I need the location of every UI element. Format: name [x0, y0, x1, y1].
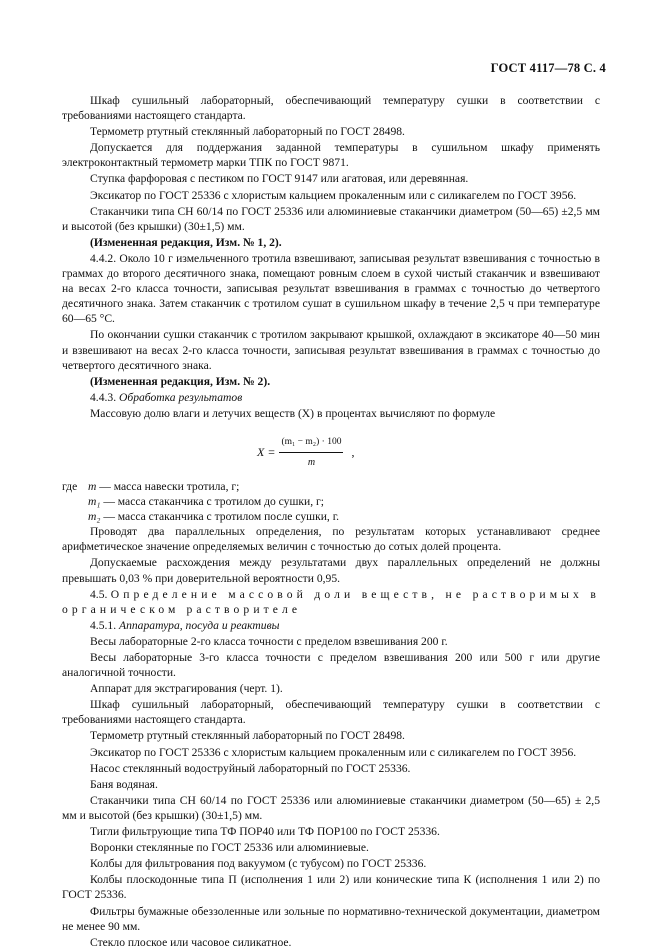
paragraph: Шкаф сушильный лабораторный, обеспечивающий температуру сушки в соответствии с требованиями настоящего стандарта.: [62, 94, 600, 123]
paragraph: Насос стеклянный водоструйный лабораторный по ГОСТ 25336.: [90, 761, 411, 775]
paragraph: Баня водяная.: [90, 777, 158, 791]
paragraph: Стаканчики типа СН 60/14 по ГОСТ 25336 или алюминиевые стаканчики диаметром (50—65) ± 2,5 мм и высотой (без крышки) (30±1,5) мм.: [62, 793, 600, 822]
formula-block: [62, 421, 600, 479]
paragraph: Воронки стеклянные по ГОСТ 25336 или алюминиевые.: [90, 841, 369, 855]
paragraph: Термометр ртутный стеклянный лабораторный по ГОСТ 28498.: [90, 729, 405, 743]
where-line: [62, 479, 600, 494]
formula-lhs: X =: [257, 445, 276, 460]
paragraph: Фильтры бумажные обеззоленные или зольные по нормативно-технической документации, диаметром не менее 90 мм.: [62, 904, 600, 933]
edit-note: (Измененная редакция, Изм. № 2).: [90, 374, 271, 388]
where-text: — масса навески тротила, г;: [99, 479, 240, 493]
paragraph: Стаканчики типа СН 60/14 по ГОСТ 25336 или алюминиевые стаканчики диаметром (50—65) ±2,5 мм и высотой (без крышки) (30±1,5) мм.: [62, 204, 600, 233]
formula-fraction: [279, 435, 343, 470]
paragraph: Термометр ртутный стеклянный лабораторный по ГОСТ 28498.: [90, 125, 405, 139]
section-title: Определение массовой доли веществ, не растворимых в органическом растворителе: [62, 587, 600, 616]
where-text: — масса стаканчика с тротилом до сушки, г;: [103, 495, 325, 509]
paragraph: Ступка фарфоровая с пестиком по ГОСТ 9147 или агатовая, или деревянная.: [90, 172, 469, 186]
paragraph: Допускаемые расхождения между результатами двух параллельных определений не должны превышать 0,03 % при доверительной вероятности 0,95.: [62, 556, 600, 585]
page-header: ГОСТ 4117—78 С. 4: [490, 61, 606, 75]
section-title: Обработка результатов: [119, 390, 243, 404]
paragraph: Эксикатор по ГОСТ 25336 с хлористым кальцием прокаленным или с силикагелем по ГОСТ 3956.: [90, 188, 577, 202]
paragraph: Шкаф сушильный лабораторный, обеспечивающий температуру сушки в соответствии с требованиями настоящего стандарта.: [62, 698, 600, 727]
where-text: — масса стаканчика с тротилом после сушки, г.: [103, 510, 340, 524]
document-body: [62, 93, 600, 950]
section-title: Аппаратура, посуда и реактивы: [119, 618, 280, 632]
paragraph: Колбы плоскодонные типа П (исполнения 1 или 2) или конические типа К (исполнения 1 или 2) по ГОСТ 25336.: [62, 873, 600, 902]
paragraph: Тигли фильтрующие типа ТФ ПОР40 или ТФ ПОР100 по ГОСТ 25336.: [90, 825, 440, 839]
section-4-5: [62, 587, 600, 617]
paragraph: Эксикатор по ГОСТ 25336 с хлористым кальцием прокаленным или с силикагелем по ГОСТ 3956.: [90, 745, 577, 759]
where-symbol: m₁: [88, 495, 101, 509]
formula-tail: ,: [351, 445, 355, 460]
formula-denominator: m: [307, 457, 316, 469]
section-number: 4.5.1.: [90, 618, 117, 632]
edit-note: (Измененная редакция, Изм. № 1, 2).: [90, 235, 282, 249]
paragraph: Весы лабораторные 3-го класса точности с пределом взвешивания 200 или 500 г или другие аналогичной точности.: [62, 651, 600, 680]
section-4-4-3: [62, 390, 600, 405]
paragraph: Аппарат для экстрагирования (черт. 1).: [90, 682, 283, 696]
section-4-5-1: [62, 618, 600, 633]
where-line: [62, 509, 600, 524]
formula: [257, 435, 354, 470]
where-lead: где: [62, 479, 78, 493]
section-number: 4.4.3.: [90, 390, 117, 404]
formula-numerator: (m₁ − m₂) · 100: [279, 435, 343, 453]
paragraph: Допускается для поддержания заданной температуры в сушильном шкафу применять электроконтактный термометр марки ТПК по ГОСТ 9871.: [62, 141, 600, 170]
paragraph: По окончании сушки стаканчик с тротилом закрывают крышкой, охлаждают в эксикаторе 40—50 мин и взвешивают на весах 2-го класса точности, записывая результат взвешивания в граммах с точностью до четвертого десятичного знака.: [62, 328, 600, 372]
section-number: 4.5.: [90, 587, 108, 601]
where-symbol: m₂: [88, 510, 101, 524]
where-line: [62, 494, 600, 509]
paragraph: Колбы для фильтрования под вакуумом (с тубусом) по ГОСТ 25336.: [90, 857, 427, 871]
paragraph: Проводят два параллельных определения, по результатам которых устанавливают среднее арифметическое значение определяемых величин с точностью до сотых долей процента.: [62, 525, 600, 554]
paragraph: Стекло плоское или часовое силикатное.: [90, 935, 292, 949]
paragraph: Весы лабораторные 2-го класса точности с пределом взвешивания 200 г.: [90, 634, 448, 648]
where-symbol: m: [88, 479, 97, 493]
paragraph-4-4-2: 4.4.2. Около 10 г измельченного тротила взвешивают, записывая результат взвешивания с точностью в граммах до второго десятичного знака, помещают ровным слоем в сухой чистый стаканчик и взвешивают на весах 2-го класса точности, записывая результат взвешивания в граммах с точностью до четвертого десятичного знака. Затем стаканчик с тротилом сушат в сушильном шкафу в течение 2,5 ч при температуре 60—65 °С.: [62, 251, 600, 326]
paragraph: Массовую долю влаги и летучих веществ (X) в процентах вычисляют по формуле: [90, 406, 496, 420]
